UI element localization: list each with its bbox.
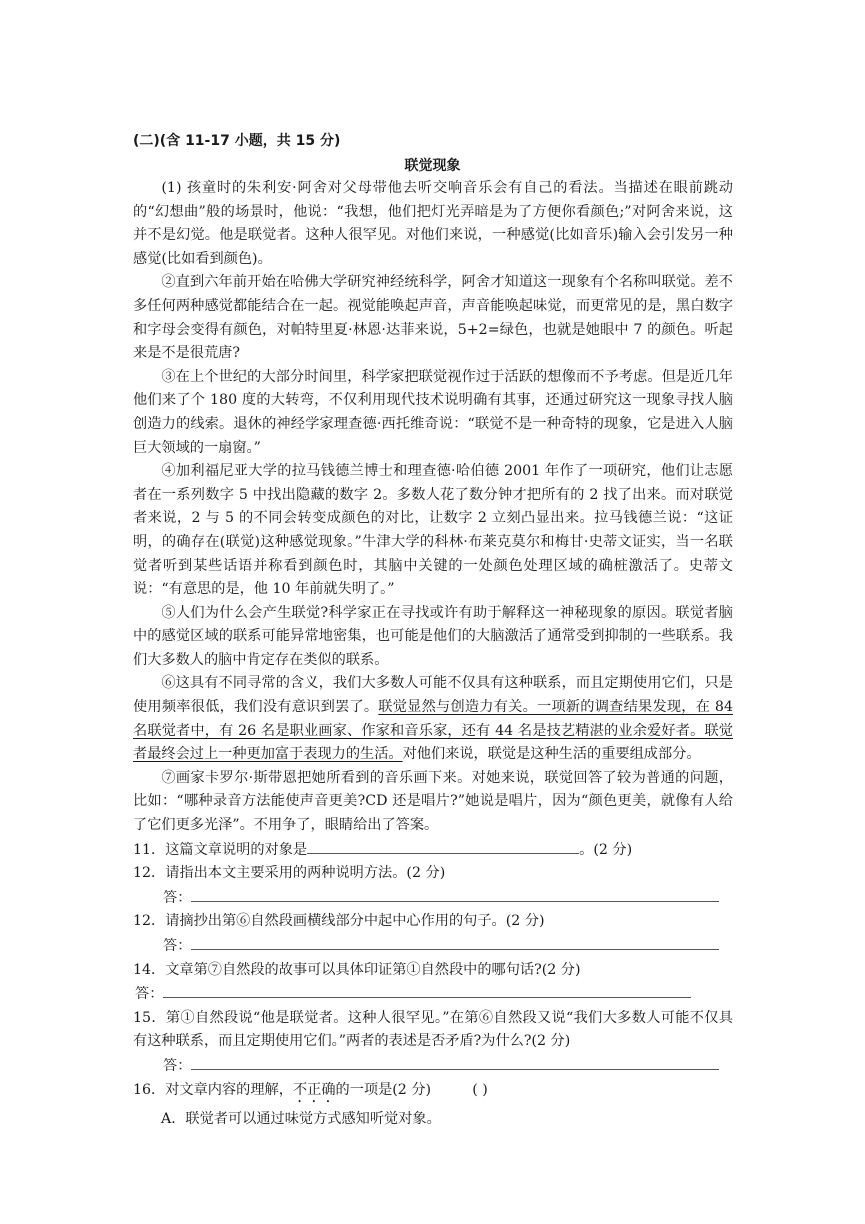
question-14: 14．文章第⑦自然段的故事可以具体印证第①自然段中的哪句话?(2 分) [133,961,581,978]
question-12a: 12．请指出本文主要采用的两种说明方法。(2 分) [133,865,446,882]
answer-blank-12b[interactable] [191,934,719,950]
paragraph-6-end: 对他们来说，联觉是这种生活的重要组成部分。 [402,746,701,763]
paragraph-4: ④加利福尼亚大学的拉马钱德兰博士和理查德·哈伯德 2001 年作了一项研究，他们让志愿者在一系列数字 5 中找出隐藏的数字 2。多数人花了数分钟才把所有的 2 找了出来。而对联觉者来说，2 与 5 的不同会转变成颜色的对比，让数字 2 立刻凸显出来。拉马钱德兰说：“这证明，的确存在(联觉)这种感觉现象。”牛津大学的科林·布莱克莫尔和梅甘·史蒂文证实，当一名联觉者听到某些话语并称看到颜色时，其脑中关键的一处颜色处理区域的确桩激活了。史蒂文说：“有意思的是，他 10 年前就失明了。” [133,463,733,598]
paragraph-5: ⑤人们为什么会产生联觉?科学家正在寻找或许有助于解释这一神秘现象的原因。联觉者脑中的感觉区域的联系可能异常地密集，也可能是他们的大脑激活了通常受到抑制的一些联系。我们大多数人的脑中肯定存在类似的联系。 [133,604,733,668]
paragraph-3: ③在上个世纪的大部分时间里，科学家把联觉视作过于活跃的想像而不予考虑。但是近几年他们来了个 180 度的大转弯，不仅利用现代技术说明确有其事，还通过研究这一现象寻找人脑创造力的线索。退休的神经学家理查德·西托维奇说：“联觉不是一种奇特的现象，它是进入人脑巨大领域的一扇窗。” [133,368,733,456]
question-16-emphasis: 不正确 [292,1081,336,1098]
question-15: 15．第①自然段说“他是联觉者。这种人很罕见。”在第⑥自然段又说“我们大多数人可能不仅具有这种联系，而且定期使用它们。”两者的表述是否矛盾?为什么?(2 分) [133,1009,733,1050]
answer-label: 答： [135,986,164,1003]
question-16-text-end: 的一项是(2 分) [335,1081,432,1098]
paragraph-7: ⑦画家卡罗尔·斯带恩把她所看到的音乐画下来。对她来说，联觉回答了较为普通的问题，比如：“哪种录音方法能使声音更美?CD 还是唱片?”她说是唱片，因为“颜色更美，就像有人给了它们更多光泽”。不用争了，眼睛给出了答案。 [133,769,733,834]
answer-blank-15[interactable] [191,1054,719,1070]
question-11-text: 11．这篇文章说明的对象是 [133,841,308,858]
question-16-text-start: 16．对文章内容的理解， [133,1081,293,1098]
answer-line-12a [133,886,733,911]
question-16-answer-paren[interactable]: ( ) [472,1081,488,1098]
paragraph-6-start: ⑥这具有不同寻常的含义，我们大多数人可能不仅具有这种联系，而且定期使用它们，只是使用频率很低，我们没有意识到罢了。 [133,675,733,716]
question-16-option-a: A．联觉者可以通过味觉方式感知听觉对象。 [161,1110,441,1127]
answer-line-12b [133,934,733,959]
question-12b: 12．请摘抄出第⑥自然段画横线部分中起中心作用的句子。(2 分) [133,913,545,930]
question-16 [133,1079,733,1106]
article-title: 联觉现象 [404,158,461,174]
answer-label: 答： [163,1057,192,1074]
paragraph-1: (1) 孩童时的朱利安·阿舍对父母带他去听交响音乐会有自己的看法。当描述在眼前跳动的“幻想曲”般的场景时，他说：“我想，他们把灯光弄暗是为了方便你看颜色;”对阿舍来说，这并不是幻觉。他是联觉者。这种人很罕见。对他们来说，一种感觉(比如音乐)输入会引发另一种感觉(比如看到颜色)。 [133,180,733,267]
answer-line-14 [133,982,733,1007]
question-11-score: 。(2 分) [579,841,633,858]
answer-label: 答： [163,889,192,906]
answer-label: 答： [163,938,192,954]
section-heading: (二)(含 11-17 小题，共 15 分) [133,133,341,149]
article-body [133,177,733,1131]
answer-blank-14[interactable] [163,982,691,998]
paragraph-6 [133,672,733,766]
paragraph-6-underlined: 联觉显然与创造力有关。一项新的调查结果发现，在 84 名联觉者中，有 26 名是职业画家、作家和音乐家，还有 44 名是技艺精湛的业余爱好者。联觉者最终会过上一种更加富于表现力的生活。 [133,699,733,763]
question-11-blank[interactable] [307,838,579,854]
answer-line-15 [133,1054,733,1079]
question-11 [133,838,733,863]
paragraph-2: ②直到六年前开始在哈佛大学研究神经统科学，阿舍才知道这一现象有个名称叫联觉。差不多任何两种感觉都能结合在一起。视觉能唤起声音，声音能唤起味觉，而更常见的是，黑白数字和字母会变得有颜色，对帕特里夏·林恩·达菲来说，5+2=绿色，也就是她眼中 7 的颜色。听起来是不是很荒唐? [133,274,733,362]
answer-blank-12a[interactable] [191,886,719,902]
